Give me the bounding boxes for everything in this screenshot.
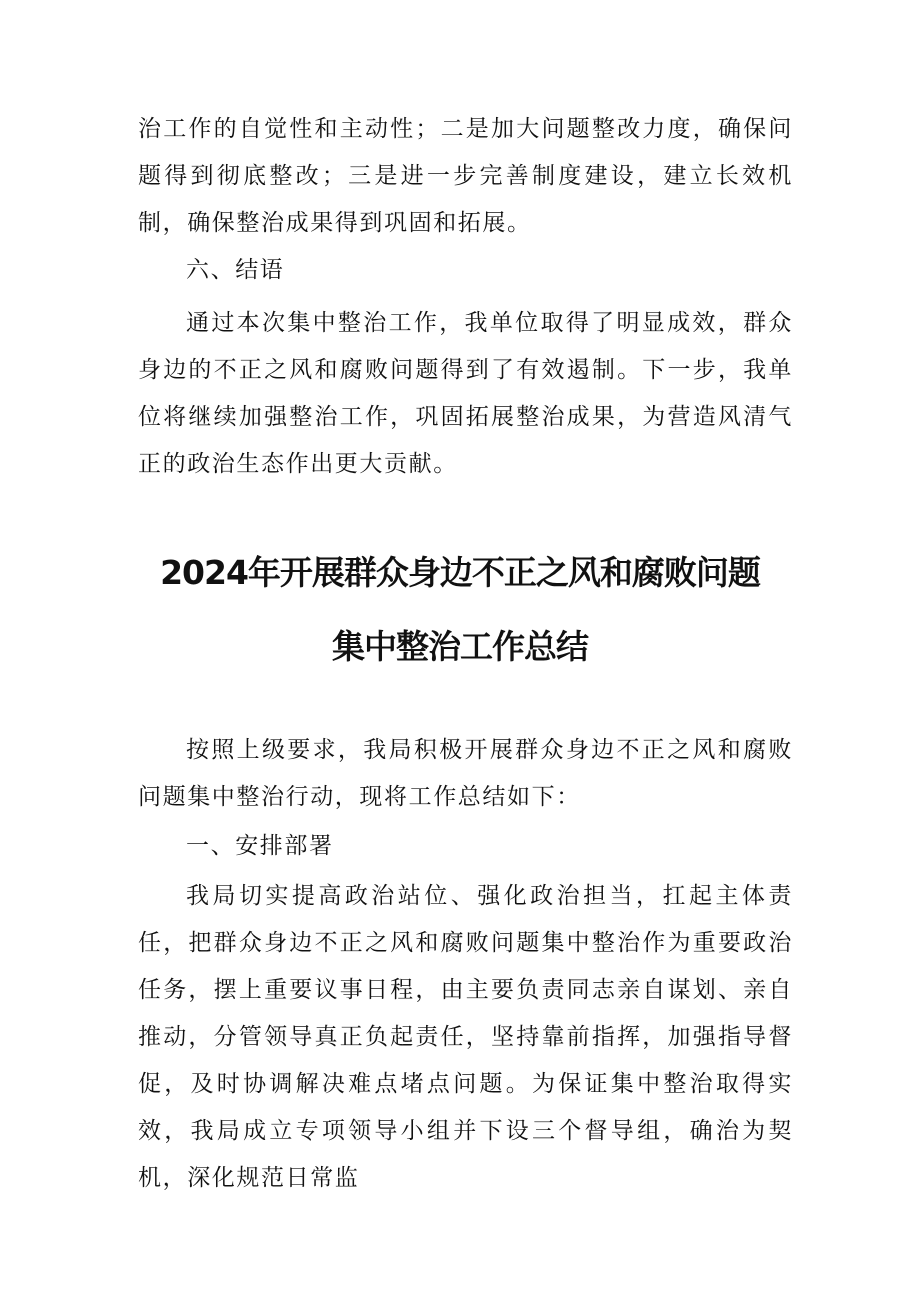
section-one-paragraph: 我局切实提高政治站位、强化政治担当，扛起主体责任，把群众身边不正之风和腐败问题集中整治作为重要政治任务，摆上重要议事日程，由主要负责同志亲自谋划、亲自推动，分管领导真正负起责任，坚持靠前指挥，加强指导督促，及时协调解决难点堵点问题。为保证集中整治取得实效，我局成立专项领导小组并下设三个督导组，确治为契机，深化规范日常监 (138, 883, 793, 1191)
conclusion-paragraph: 通过本次集中整治工作，我单位取得了明显成效，群众身边的不正之风和腐败问题得到了有效遏制。下一步，我单位将继续加强整治工作，巩固拓展整治成果，为营造风清气正的政治生态作出更大贡献。 (138, 310, 793, 477)
paragraph-continuation: 治工作的自觉性和主动性；二是加大问题整改力度，确保问题得到彻底整改；三是进一步完善制度建设，建立长效机制，确保整治成果得到巩固和拓展。 (138, 116, 793, 236)
opening-paragraph: 按照上级要求，我局积极开展群众身边不正之风和腐败问题集中整治行动，现将工作总结如下： (138, 737, 793, 810)
section-six-heading: 六、结语 (186, 257, 285, 283)
document-title-line-1: 2024年开展群众身边不正之风和腐败问题 (160, 553, 760, 592)
section-one-heading: 一、安排部署 (186, 833, 334, 859)
document-title-line-2: 集中整治工作总结 (332, 627, 588, 666)
